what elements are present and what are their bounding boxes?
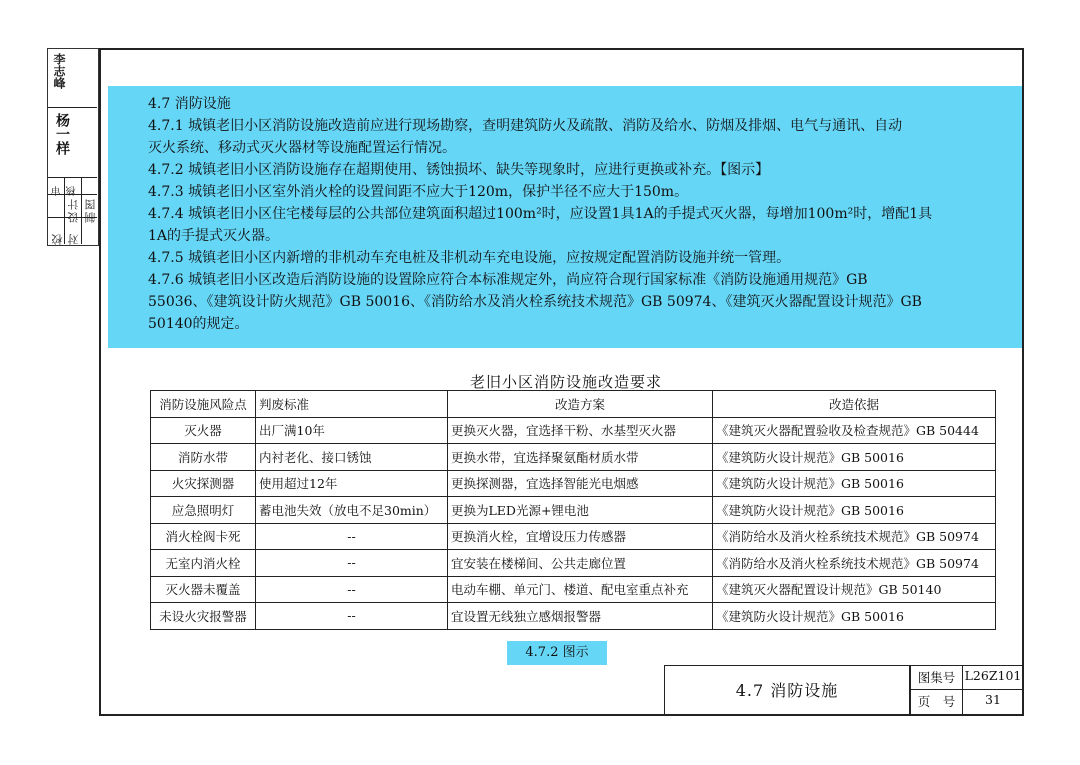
cell-plan: 更换探测器，宜选择智能光电烟感: [448, 470, 713, 497]
table-row: [151, 470, 996, 497]
paragraph-4-7-6-line2: 55036、《建筑设计防火规范》GB 50016、《消防给水及消火栓系统技术规范》GB 50974、《建筑灭火器配置设计规范》GB: [148, 294, 922, 310]
table-row: [151, 576, 996, 603]
paragraph-4-7-6-line3: 50140的规定。: [148, 316, 249, 332]
cell-basis: 《建筑灭火器配置设计规范》GB 50140: [713, 576, 996, 603]
table-title: 老旧小区消防设施改造要求: [470, 373, 663, 391]
signature-1: 李志峰: [52, 53, 66, 89]
header-criteria: 判废标准: [256, 391, 448, 418]
paragraph-4-7-2: 4.7.2 城镇老旧小区消防设施存在超期使用、锈蚀损坏、缺失等现象时，应进行更换或补充。【图示】: [148, 162, 770, 178]
cell-basis: 《建筑防火设计规范》GB 50016: [713, 444, 996, 471]
cell-criteria: 内衬老化、接口锈蚀: [256, 444, 448, 471]
paragraph-4-7-1-line2: 灭火系统、移动式灭火器材等设施配置运行情况。: [148, 140, 456, 156]
table-row: [151, 444, 996, 471]
figure-caption: 4.7.2 图示: [507, 641, 607, 665]
reform-requirements-table: [150, 390, 996, 630]
cell-risk-point: 消防水带: [151, 444, 256, 471]
cell-criteria: 使用超过12年: [256, 470, 448, 497]
table-row: [151, 417, 996, 444]
cell-basis: 《消防给水及消火栓系统技术规范》GB 50974: [713, 523, 996, 550]
cell-basis: 《建筑防火设计规范》GB 50016: [713, 497, 996, 524]
review-label-audit: 审核: [52, 184, 78, 196]
cell-risk-point: 应急照明灯: [151, 497, 256, 524]
cell-plan: 更换灭火器，宜选择干粉、水基型灭火器: [448, 417, 713, 444]
paragraph-4-7-5: 4.7.5 城镇老旧小区内新增的非机动车充电桩及非机动车充电设施，应按规定配置消防设施并统一管理。: [148, 250, 791, 266]
review-label-design: 设计: [67, 197, 80, 223]
section-heading: 4.7 消防设施: [148, 96, 231, 112]
cell-risk-point: 灭火器未覆盖: [151, 576, 256, 603]
section-text-block: [108, 86, 1022, 348]
header-basis: 改造依据: [713, 391, 996, 418]
paragraph-4-7-6-line1: 4.7.6 城镇老旧小区改造后消防设施的设置除应符合本标准规定外，尚应符合现行国家标准《消防设施通用规范》GB: [148, 272, 868, 288]
signature-2: 杨一样: [54, 113, 70, 155]
cell-risk-point: 消火栓阀卡死: [151, 523, 256, 550]
cell-basis: 《建筑防火设计规范》GB 50016: [713, 470, 996, 497]
table-header-row: [151, 391, 996, 418]
cell-risk-point: 未设火灾报警器: [151, 603, 256, 630]
header-risk-point: 消防设施风险点: [151, 391, 256, 418]
cell-criteria: 蓄电池失效（放电不足30min）: [256, 497, 448, 524]
paragraph-4-7-4-line1: 4.7.4 城镇老旧小区住宅楼每层的公共部位建筑面积超过100m²时，应设置1具1A的手提式灭火器，每增加100m²时，增配1具: [148, 206, 933, 222]
cell-criteria: --: [256, 576, 448, 603]
atlas-number: L26Z101: [964, 668, 1022, 683]
cell-risk-point: 灭火器: [151, 417, 256, 444]
cell-plan: 更换消火栓，宜增设压力传感器: [448, 523, 713, 550]
cell-plan: 更换水带，宜选择聚氨酯材质水带: [448, 444, 713, 471]
cell-risk-point: 无室内消火栓: [151, 550, 256, 577]
cell-basis: 《建筑灭火器配置验收及检查规范》GB 50444: [713, 417, 996, 444]
cell-plan: 宜安装在楼梯间、公共走廊位置: [448, 550, 713, 577]
cell-plan: 宜设置无线独立感烟报警器: [448, 603, 713, 630]
cell-plan: 更换为LED光源+锂电池: [448, 497, 713, 524]
cell-criteria: --: [256, 550, 448, 577]
paragraph-4-7-3: 4.7.3 城镇老旧小区室外消火栓的设置间距不应大于120m，保护半径不应大于150m。: [148, 184, 689, 200]
table-row: [151, 497, 996, 524]
cell-risk-point: 火灾探测器: [151, 470, 256, 497]
atlas-number-label: 图集号: [917, 670, 956, 685]
table-row: [151, 550, 996, 577]
cell-basis: 《消防给水及消火栓系统技术规范》GB 50974: [713, 550, 996, 577]
review-strip: [47, 48, 99, 246]
review-label-drawing: 制图: [84, 197, 97, 223]
cell-plan: 电动车棚、单元门、楼道、配电室重点补充: [448, 576, 713, 603]
table-row: [151, 603, 996, 630]
table-row: [151, 523, 996, 550]
cell-basis: 《建筑防火设计规范》GB 50016: [713, 603, 996, 630]
page-number: 31: [985, 692, 1001, 707]
cell-criteria: --: [256, 603, 448, 630]
cell-criteria: --: [256, 523, 448, 550]
paragraph-4-7-4-line2: 1A的手提式灭火器。: [148, 228, 280, 244]
review-label-proofread: 校对: [51, 232, 80, 245]
drawing-title: 4.7 消防设施: [735, 681, 839, 700]
header-plan: 改造方案: [448, 391, 713, 418]
paragraph-4-7-1-line1: 4.7.1 城镇老旧小区消防设施改造前应进行现场勘察，查明建筑防火及疏散、消防及给水、防烟及排烟、电气与通讯、自动: [148, 118, 903, 134]
cell-criteria: 出厂满10年: [256, 417, 448, 444]
page-number-label: 页 号: [917, 694, 956, 709]
